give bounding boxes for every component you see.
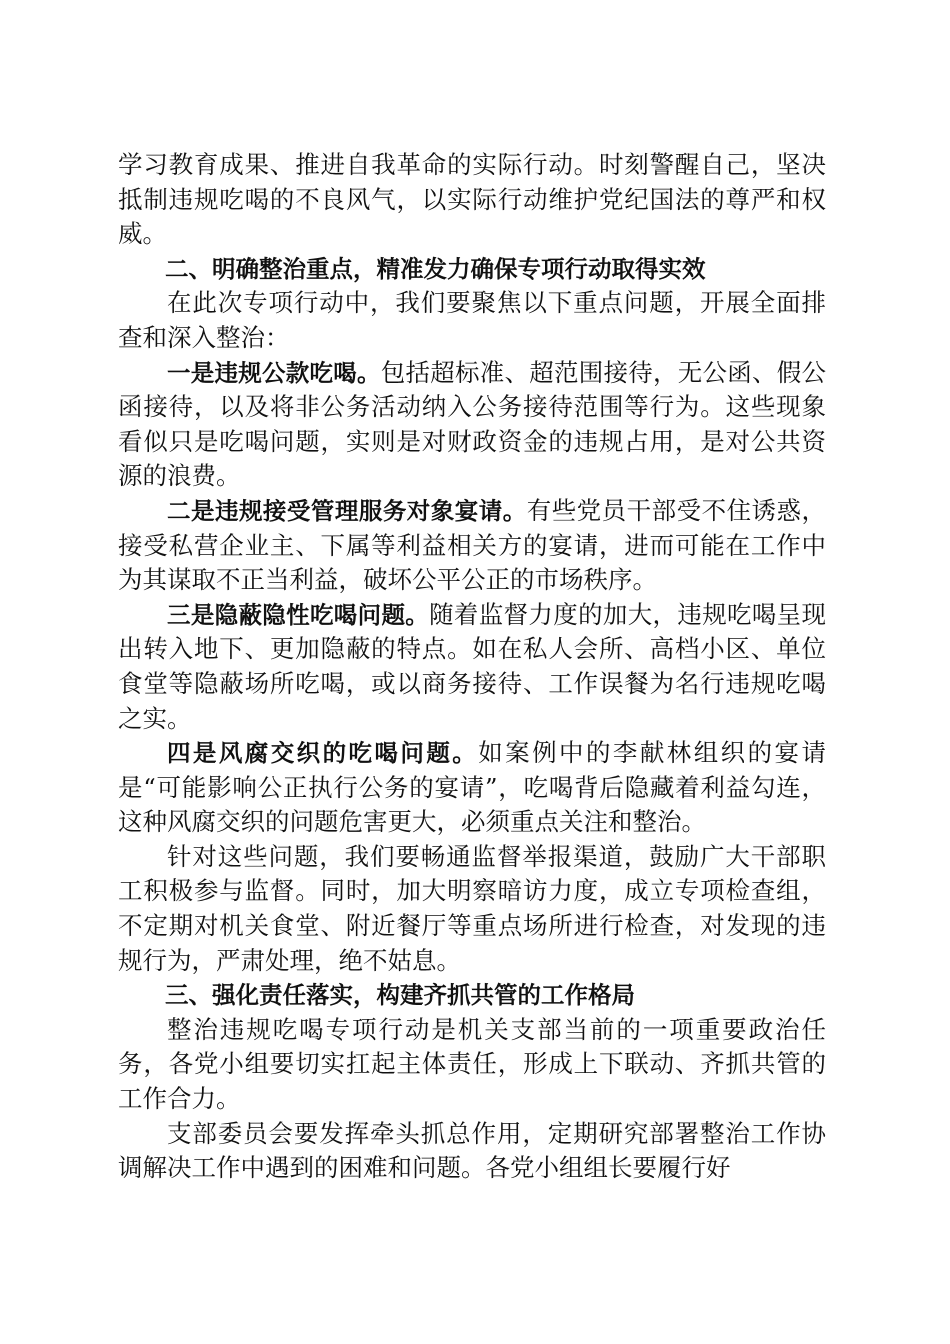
paragraph-point-3	[118, 598, 826, 736]
point-1-text: 包括超标准、超范围接待，无公函、假公函接待，以及将非公务活动纳入公务接待范围等行为。这些现象看似只是吃喝问题，实则是对财政资金的违规占用，是对公共资源的浪费。	[118, 357, 826, 491]
point-2-lead: 二是违规接受管理服务对象宴请。	[167, 496, 527, 525]
section-heading-2: 二、明确整治重点，精准发力确保专项行动取得实效	[165, 254, 706, 283]
point-4-text: 如案例中的李献林组织的宴请是“可能影响公正执行公务的宴请”，吃喝背后隐藏着利益勾连，这种风腐交织的问题危害更大，必须重点关注和整治。	[118, 738, 826, 837]
paragraph-continuation: 学习教育成果、推进自我革命的实际行动。时刻警醒自己，坚决抵制违规吃喝的不良风气，以实际行动维护党纪国法的尊严和权威。	[118, 150, 826, 249]
paragraph-point-2	[118, 494, 826, 598]
paragraph-intro: 在此次专项行动中，我们要聚焦以下重点问题，开展全面排查和深入整治：	[118, 288, 826, 352]
point-3-lead: 三是隐蔽隐性吃喝问题。	[167, 600, 430, 629]
paragraph-responsibility: 整治违规吃喝专项行动是机关支部当前的一项重要政治任务，各党小组要切实扛起主体责任，形成上下联动、齐抓共管的工作合力。	[118, 1014, 826, 1114]
point-3-text: 随着监督力度的加大，违规吃喝呈现出转入地下、更加隐蔽的特点。如在私人会所、高档小区、单位食堂等隐蔽场所吃喝，或以商务接待、工作误餐为名行违规吃喝之实。	[118, 599, 827, 733]
paragraph-measures: 针对这些问题，我们要畅通监督举报渠道，鼓励广大干部职工积极参与监督。同时，加大明察暗访力度，成立专项检查组，不定期对机关食堂、附近餐厅等重点场所进行检查，对发现的违规行为，严肃处理，绝不姑息。	[118, 841, 826, 975]
document-body	[118, 148, 826, 1186]
point-2-text: 有些党员干部受不住诱惑，接受私营企业主、下属等利益相关方的宴请，进而可能在工作中为其谋取不正当利益，破坏公平公正的市场秩序。	[118, 495, 827, 595]
paragraph-point-4	[118, 736, 826, 840]
paragraph-point-1	[118, 356, 826, 494]
point-1-lead: 一是违规公款吃喝。	[167, 358, 381, 387]
section-heading-3: 三、强化责任落实，构建齐抓共管的工作格局	[165, 981, 635, 1010]
point-4-lead: 四是风腐交织的吃喝问题。	[167, 739, 479, 768]
paragraph-committee: 支部委员会要发挥牵头抓总作用，定期研究部署整治工作协调解决工作中遇到的困难和问题。各党小组组长要履行好	[118, 1118, 826, 1183]
